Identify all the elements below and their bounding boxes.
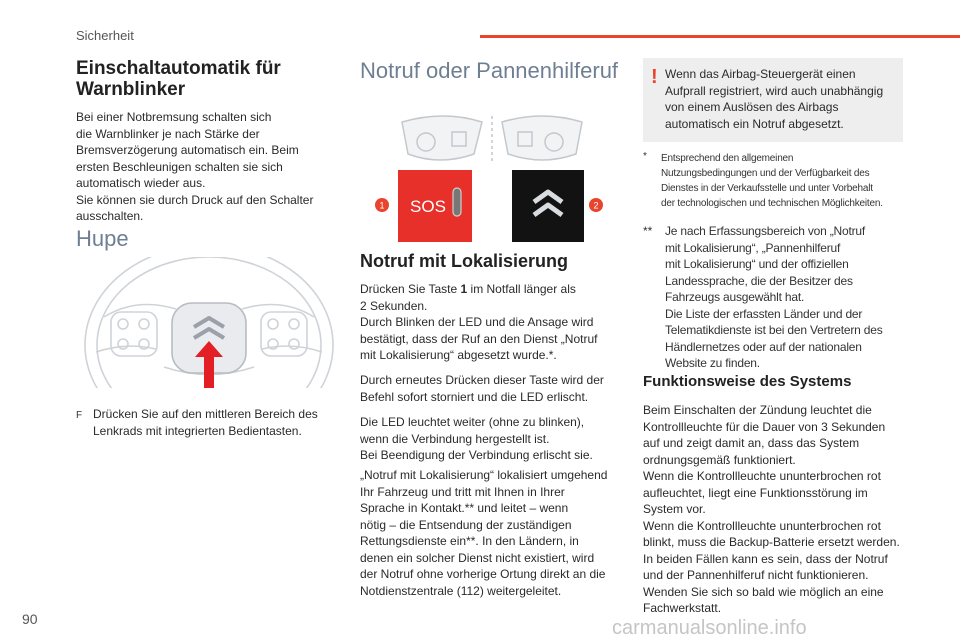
text-line: Bei Beendigung der Verbindung erlischt sie. — [360, 448, 593, 462]
text-line: Fachwerkstatt. — [643, 601, 722, 615]
text-line: Bremsverzögerung automatisch ein. Beim — [76, 143, 299, 157]
text-line: ausschalten. — [76, 209, 144, 223]
title-hupe: Hupe — [76, 226, 129, 251]
text-line: Website zu finden. — [665, 356, 760, 370]
warning-text — [665, 66, 897, 132]
sos-led-slot — [453, 188, 461, 216]
paragraph-funktionsweise — [643, 402, 913, 617]
text-line: „Notruf mit Lokalisierung“ lokalisiert umgehend — [360, 468, 608, 482]
footnote-2 — [643, 223, 933, 372]
section-header: Sicherheit — [76, 28, 134, 43]
text-line: Fahrzeugs ausgewählt hat. — [665, 290, 805, 304]
text-line: System vor. — [643, 502, 706, 516]
sos-buttons-illustration — [374, 110, 610, 246]
footnote-1 — [643, 151, 933, 211]
bullet-item-hupe — [76, 406, 346, 439]
text-line: mit Lokalisierung“, „Pannenhilferuf — [665, 240, 841, 255]
text-line: der technologischen und technischen Möglichkeiten. — [661, 198, 883, 209]
text-line: von einem Auslösen des Airbags — [665, 100, 839, 114]
text-line: ordnungsgemäß funktioniert. — [643, 452, 796, 467]
text-line: denen ein solcher Dienst nicht existiert, wird — [360, 550, 595, 565]
paragraph-notruf-2 — [360, 372, 620, 405]
title-funktionsweise: Funktionsweise des Systems — [643, 373, 852, 390]
text-line: Wenn die Kontrollleuchte ununterbrochen rot — [643, 518, 881, 533]
text-line: Wenden Sie sich so bald wie möglich an eine — [643, 584, 884, 599]
text-line: Landessprache, die der Besitzer des — [665, 273, 853, 288]
text-line: bestätigt, dass der Ruf an den Dienst „Notruf — [360, 331, 598, 346]
text-line: Die LED leuchtet weiter (ohne zu blinken), — [360, 415, 585, 429]
watermark: carmanualsonline.info — [612, 617, 807, 639]
footnote-mark: ** — [643, 224, 653, 238]
text-line: Die Liste der erfassten Länder und der — [665, 306, 863, 321]
title-warnblinker: Einschaltautomatik für Warnblinker — [76, 58, 281, 100]
text-line: auf und zeigt damit an, dass das System — [643, 436, 860, 450]
title-notruf: Notruf oder Pannenhilferuf — [360, 58, 619, 83]
footnote-mark: * — [643, 151, 647, 162]
text-line: Befehl sofort storniert und die LED erlischt. — [360, 389, 589, 404]
text-line: nötig – die Entsendung der zuständigen — [360, 517, 572, 532]
text-line: automatisch wieder aus. — [76, 176, 206, 190]
badge-1-label: 1 — [379, 200, 385, 211]
text-line: Drücken Sie auf den mittleren Bereich des — [93, 407, 318, 421]
bullet-mark: F — [76, 410, 83, 421]
text-line: Beim Einschalten der Zündung leuchtet die — [643, 403, 872, 417]
text-line: Telematikdienste ist bei den Vertretern des — [665, 323, 883, 337]
text-line: Je nach Erfassungsbereich von „Notruf — [665, 224, 866, 238]
sos-button-label: SOS — [410, 197, 446, 216]
header-accent-bar — [480, 35, 960, 38]
text-line: mit Lokalisierung“ und der offiziellen — [665, 257, 849, 271]
text-line: 2 Sekunden. — [360, 298, 428, 313]
page-number: 90 — [22, 611, 38, 627]
text-line: der Notruf ohne vorherige Ortung direkt an die — [360, 567, 606, 581]
text-line: Wenn die Kontrollleuchte ununterbrochen rot — [643, 469, 881, 483]
text-line: Drücken Sie Taste 1 im Notfall länger als — [360, 282, 576, 296]
text-line: Händlernetzes oder auf der nationalen — [665, 339, 862, 354]
warning-box — [643, 58, 903, 142]
text-line: Ihr Fahrzeug und tritt mit Ihnen in Ihrer — [360, 484, 565, 499]
text-line: Nutzungsbedingungen und der Verfügbarkeit des — [661, 168, 870, 179]
warning-exclamation-icon: ! — [651, 66, 658, 88]
text-line: automatisch ein Notruf abgesetzt. — [665, 116, 844, 131]
text-line: Entsprechend den allgemeinen — [661, 153, 794, 164]
text-line: Lenkrads mit integrierten Bedientasten. — [93, 423, 302, 438]
paragraph-notruf-3 — [360, 414, 620, 464]
paragraph-notruf-4 — [360, 467, 620, 599]
text-line: Durch erneutes Drücken dieser Taste wird der — [360, 373, 604, 387]
paragraph-notruf-1 — [360, 281, 620, 364]
steering-wheel-illustration — [76, 257, 342, 388]
title-notruf-lokalisierung: Notruf mit Lokalisierung — [360, 251, 569, 271]
text-line: Kontrollleuchte für die Dauer von 3 Sekunden — [643, 419, 886, 434]
text-line: und der Pannenhilferuf nicht funktionieren. — [643, 568, 869, 582]
paragraph-warnblinker — [76, 109, 346, 225]
text-line: Aufprall registriert, wird auch unabhängig — [665, 83, 884, 98]
text-line: Sprache in Kontakt.** und leitet – wenn — [360, 501, 569, 515]
text-line: Sie können sie durch Druck auf den Schalter — [76, 192, 314, 207]
text-line: Wenn das Airbag-Steuergerät einen — [665, 67, 856, 81]
text-line: Bei einer Notbremsung schalten sich — [76, 110, 272, 124]
text-line: blinkt, muss die Backup-Batterie ersetzt werden. — [643, 535, 900, 549]
text-line: Notdienstzentrale (112) weitergeleitet. — [360, 583, 562, 598]
text-line: aufleuchtet, liegt eine Funktionsstörung im — [643, 485, 868, 500]
text-line: Rettungsdienste ein**. In den Ländern, in — [360, 534, 579, 548]
text-line: die Warnblinker je nach Stärke der — [76, 126, 260, 141]
text-line: Dienstes in der Verkaufsstelle und unter Vorbehalt — [661, 183, 873, 194]
text-line: ersten Beschleunigen schalten sie sich — [76, 159, 283, 174]
badge-2-label: 2 — [593, 200, 599, 211]
text-line: Durch Blinken der LED und die Ansage wird — [360, 315, 594, 329]
text-line: wenn die Verbindung hergestellt ist. — [360, 431, 550, 446]
text-line: In beiden Fällen kann es sein, dass der Notruf — [643, 551, 888, 566]
text-line: mit Lokalisierung“ abgesetzt wurde.*. — [360, 348, 557, 362]
